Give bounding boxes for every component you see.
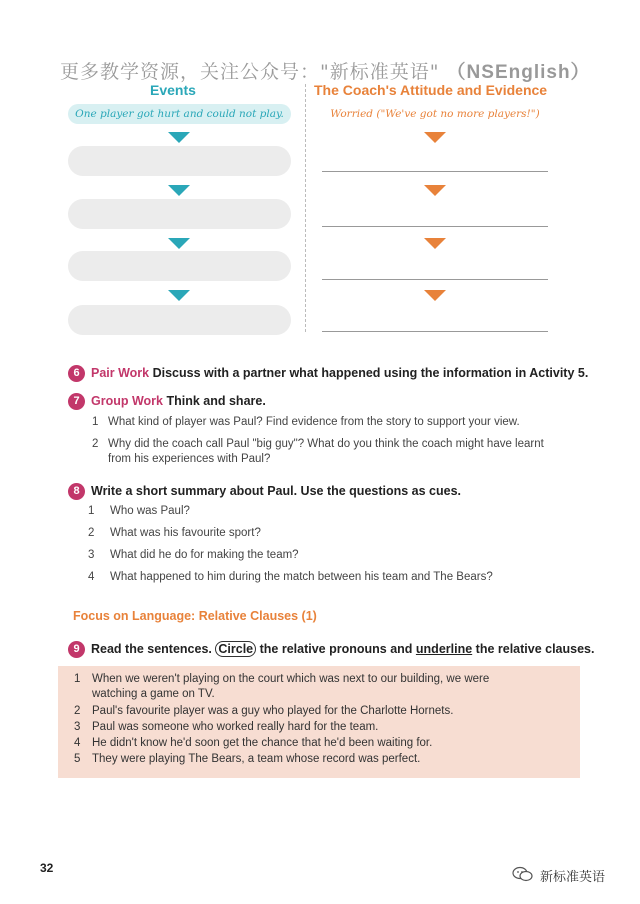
brand-name: 新标准英语 [540, 870, 606, 885]
activity-instruction: Discuss with a partner what happened using the information in Activity 5. [152, 365, 589, 380]
events-example: One player got hurt and could not play. [68, 104, 291, 124]
question-text-continued: from his experiences with Paul? [108, 453, 271, 465]
activity-6 [68, 365, 588, 382]
sentence-text[interactable]: They were playing The Bears, a team whose record was perfect. [92, 753, 421, 765]
down-arrow-icon [168, 185, 190, 196]
sentence-item [74, 720, 562, 735]
question-number: 2 [92, 438, 99, 450]
sentence-number: 2 [74, 705, 81, 717]
question-number: 2 [88, 527, 95, 539]
sentence-text[interactable]: Paul was someone who worked really hard for the team. [92, 721, 379, 733]
coach-heading: The Coach's Attitude and Evidence [314, 82, 548, 98]
question-text: What happened to him during the match between his team and The Bears? [110, 571, 493, 583]
activity-instruction: Think and share. [166, 393, 266, 408]
watermark-text [60, 57, 591, 84]
watermark-name: "新标准英语" [320, 61, 440, 83]
focus-on-language-heading: Focus on Language: Relative Clauses (1) [73, 609, 317, 623]
activity-9 [68, 641, 594, 658]
question-item [88, 504, 190, 519]
question-item [88, 526, 261, 541]
events-answer-box-1[interactable] [68, 146, 291, 176]
down-arrow-icon [424, 132, 446, 143]
question-item [88, 548, 299, 563]
activity-instruction: Write a short summary about Paul. Use the questions as cues. [91, 483, 462, 498]
activity-number-badge: 9 [68, 641, 85, 658]
activity-number-badge: 6 [68, 365, 85, 382]
question-number: 3 [88, 549, 95, 561]
coach-answer-line-2[interactable] [322, 226, 548, 227]
instruction-part: Read the sentences. [91, 642, 212, 656]
down-arrow-icon [424, 238, 446, 249]
events-answer-box-2[interactable] [68, 199, 291, 229]
wechat-icon [512, 866, 534, 882]
instruction-part: the relative clauses. [475, 642, 595, 656]
question-number: 1 [88, 505, 95, 517]
sentence-text-continued[interactable]: watching a game on TV. [92, 688, 215, 700]
sentence-item [74, 704, 562, 719]
question-item [88, 570, 493, 585]
sentences-card [58, 666, 580, 778]
coach-example: Worried ("We've got no more players!") [330, 108, 540, 120]
underline-word: underline [415, 642, 473, 656]
sentence-item [74, 672, 562, 702]
sentence-number: 5 [74, 753, 81, 765]
coach-answer-line-4[interactable] [322, 331, 548, 332]
activity-8 [68, 483, 461, 500]
sentence-item [74, 736, 562, 751]
coach-answer-line-3[interactable] [322, 279, 548, 280]
activity-7 [68, 393, 266, 410]
sentence-text[interactable]: He didn't know he'd soon get the chance that he'd been waiting for. [92, 737, 433, 749]
sentence-text[interactable]: Paul's favourite player was a guy who played for the Charlotte Hornets. [92, 705, 454, 717]
question-text: What kind of player was Paul? Find evidence from the story to support your view. [108, 416, 520, 428]
question-item [92, 437, 582, 467]
activity-number-badge: 7 [68, 393, 85, 410]
column-divider [305, 84, 306, 332]
activity-number-badge: 8 [68, 483, 85, 500]
question-text: What was his favourite sport? [110, 527, 261, 539]
instruction-part: the relative pronouns and [259, 642, 413, 656]
events-answer-box-3[interactable] [68, 251, 291, 281]
down-arrow-icon [168, 238, 190, 249]
question-text: What did he do for making the team? [110, 549, 299, 561]
sentence-number: 4 [74, 737, 81, 749]
activity-work-type: Group Work [91, 393, 163, 408]
activity-work-type: Pair Work [91, 365, 150, 380]
coach-answer-line-1[interactable] [322, 171, 548, 172]
page-number: 32 [40, 861, 54, 875]
question-number: 1 [92, 416, 99, 428]
question-item [92, 415, 582, 430]
sentence-number: 3 [74, 721, 81, 733]
sentence-text[interactable]: When we weren't playing on the court which was next to our building, we were [92, 673, 490, 685]
question-number: 4 [88, 571, 95, 583]
question-text: Who was Paul? [110, 505, 190, 517]
watermark-en: （NSEnglish） [446, 62, 591, 83]
watermark-cn: 更多教学资源，关注公众号： [60, 61, 321, 83]
sentence-item [74, 752, 562, 767]
circle-word: Circle [215, 641, 256, 657]
down-arrow-icon [424, 290, 446, 301]
down-arrow-icon [168, 290, 190, 301]
question-text: Why did the coach call Paul "big guy"? What do you think the coach might have learnt [108, 438, 544, 450]
events-answer-box-4[interactable] [68, 305, 291, 335]
sentence-number: 1 [74, 673, 81, 685]
down-arrow-icon [168, 132, 190, 143]
events-heading: Events [150, 82, 196, 98]
down-arrow-icon [424, 185, 446, 196]
